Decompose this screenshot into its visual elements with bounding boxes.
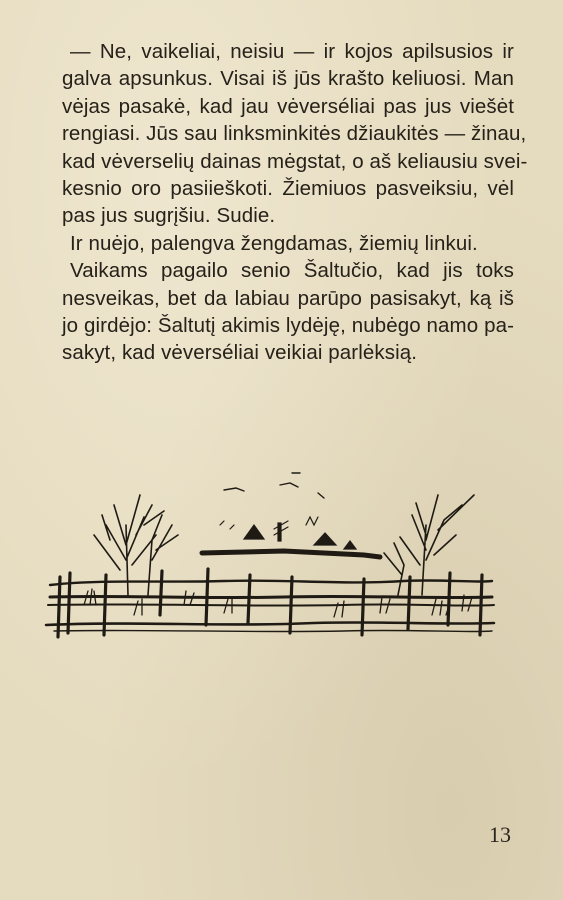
body-text xyxy=(62,38,528,367)
fence-drawing xyxy=(46,580,494,631)
page-number: 13 xyxy=(489,822,511,847)
text-line: galva apsunkus. Visai iš jūs krašto keliuosi. Man xyxy=(62,67,514,91)
text-line: rengiasi. Jūs sau linksminkitės džiaukitės — žinau, xyxy=(62,122,527,146)
text-line: vėjas pasakė, kad jau vėverséliai pas jus viešėt xyxy=(62,94,514,118)
text-line: kesnio oro pasiieškoti. Žiemiuos pasveiksiu, vėl xyxy=(62,176,514,200)
text-line: nesveikas, bet da labiau parūpo pasisakyt, ką iš xyxy=(62,286,514,310)
text-line: Ir nuėjo, palengva žengdamas, žiemių linkui. xyxy=(70,231,478,255)
text-line: sakyt, kad vėverséliai veikiai parlėksią. xyxy=(62,341,418,365)
text-line: jo girdėjo: Šaltutį akimis lydėję, nubėgo namo pa- xyxy=(62,313,514,337)
text-line: pas jus sugrįšiu. Sudie. xyxy=(62,204,276,228)
fence-posts xyxy=(58,569,482,637)
grass-tufts xyxy=(84,589,472,617)
sky-marks xyxy=(224,473,324,498)
distant-village xyxy=(202,517,380,557)
text-line: Vaikams pagailo senio Šaltučio, kad jis toks xyxy=(70,259,514,283)
text-line: — Ne, vaikeliai, neisiu — ir kojos apilsusios ir xyxy=(70,40,514,63)
winter-village-illustration xyxy=(44,465,496,645)
text-line: kad vėverselių dainas mėgstat, o aš keliausiu svei- xyxy=(62,149,528,173)
